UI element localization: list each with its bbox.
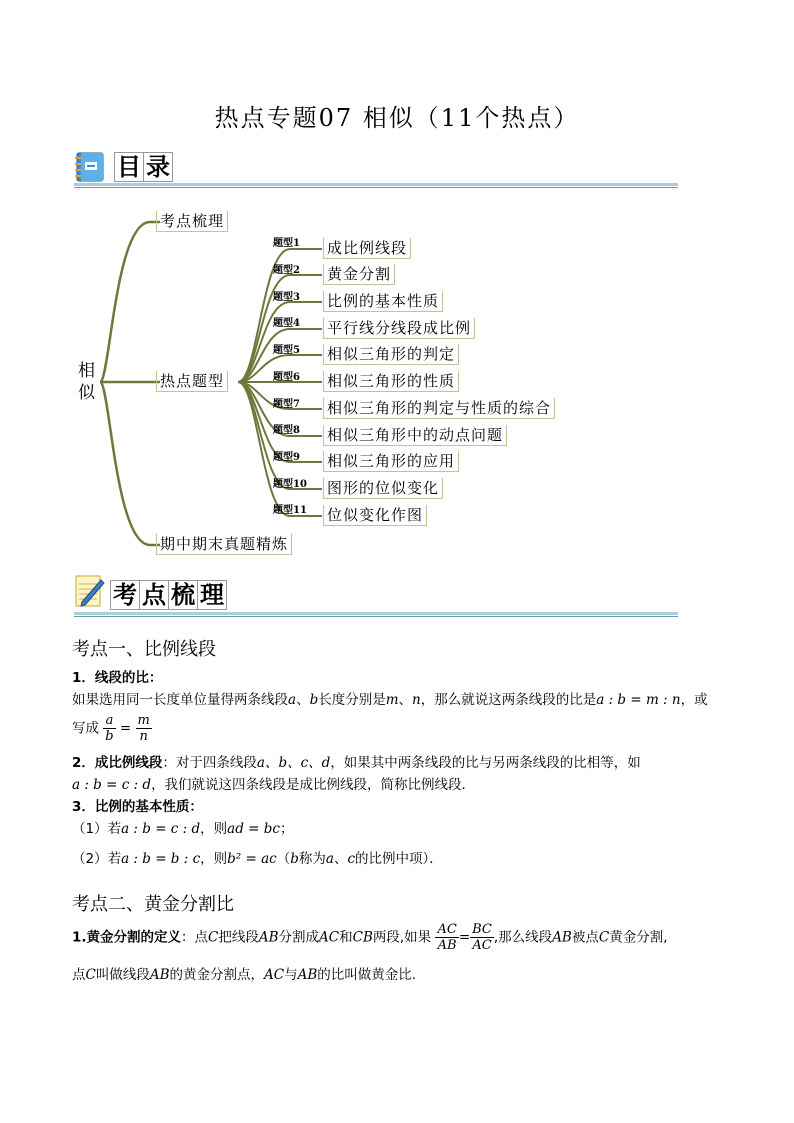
page-title: 热点专题07 相似（11个热点） xyxy=(214,104,580,132)
k1-s1-fraction: 写成 $\frac{a}{b}$ = $\frac{m}{n}$ xyxy=(72,713,150,744)
topic-item[interactable]: 平行线分线段成比例 xyxy=(323,318,475,339)
k1-s3-heading: 3．比例的基本性质： xyxy=(72,799,203,815)
topic-item[interactable]: 相似三角形的判定 xyxy=(323,344,459,365)
branch-zhenti[interactable]: 期中期末真题精炼 xyxy=(156,534,292,555)
toc-heading-char: 目 xyxy=(114,152,144,182)
k1-s3-item1: （1）若a : b = c : d，则ad = bc； xyxy=(72,821,294,837)
branch-kaodian[interactable]: 考点梳理 xyxy=(156,211,228,232)
k2-definition: 1.黄金分割的定义：点C把线段AB分割成AC和CB两段,如果 $\frac{AC}{AB}$ = $\frac{BC}{AC}$ ,那么线段AB被点C黄金分割, xyxy=(72,922,668,953)
topic-item[interactable]: 图形的位似变化 xyxy=(323,478,443,499)
topic-item[interactable]: 相似三角形的性质 xyxy=(323,371,459,392)
topic-tag: 题型7 xyxy=(273,399,300,410)
topic-item[interactable]: 相似三角形的应用 xyxy=(323,451,459,472)
topic-tag: 题型4 xyxy=(273,318,300,329)
topic-tag: 题型1 xyxy=(273,238,300,249)
kaodian-heading-char: 理 xyxy=(197,580,227,610)
topic-item[interactable]: 位似变化作图 xyxy=(323,505,427,526)
kaodian-heading-char: 梳 xyxy=(168,580,198,610)
k1-s1-heading: 1．线段的比： xyxy=(72,670,163,686)
topic-tag: 题型9 xyxy=(273,452,300,463)
topic-item[interactable]: 成比例线段 xyxy=(323,238,411,259)
topic-item[interactable]: 黄金分割 xyxy=(323,264,395,285)
k1-s3-item2: （2）若a : b = b : c，则b² = ac（b称为a、c的比例中项）． xyxy=(72,851,443,867)
kaodian-heading-char: 考 xyxy=(110,580,140,610)
k1-s2-text: 2．成比例线段：对于四条线段a、b、c、d，如果其中两条线段的比与另两条线段的比相等，如 xyxy=(72,755,641,771)
k1-s2-text-cont: a : b = c : d，我们就说这四条线段是成比例线段，简称比例线段． xyxy=(72,777,476,793)
topic-item[interactable]: 相似三角形中的动点问题 xyxy=(323,425,507,446)
topic-tag: 题型5 xyxy=(273,345,300,356)
topic-tag: 题型3 xyxy=(273,292,300,303)
topic-item[interactable]: 比例的基本性质 xyxy=(323,291,443,312)
topic-tag: 题型10 xyxy=(273,479,307,490)
topic-tag: 题型6 xyxy=(273,372,300,383)
kaodian-heading-char: 点 xyxy=(139,580,169,610)
toc-heading-char: 录 xyxy=(143,152,173,182)
k1-title: 考点一、比例线段 xyxy=(72,639,216,660)
topic-tag: 题型8 xyxy=(273,425,300,436)
kaodian-section-header xyxy=(74,572,684,608)
topic-item[interactable]: 相似三角形的判定与性质的综合 xyxy=(323,398,555,419)
k2-definition-cont: 点C叫做线段AB的黄金分割点，AC与AB的比叫做黄金比. xyxy=(72,967,417,983)
notepad-pencil-icon xyxy=(74,572,106,610)
branch-redian[interactable]: 热点题型 xyxy=(156,371,228,392)
topic-tag: 题型2 xyxy=(273,265,300,276)
k1-s1-text: 如果选用同一长度单位量得两条线段a、b长度分别是m、n，那么就说这两条线段的比是a : b = m : n，或 xyxy=(72,692,708,708)
mind-map-root: 相似 xyxy=(78,361,95,403)
k2-title: 考点二、黄金分割比 xyxy=(72,894,234,915)
topic-tag: 题型11 xyxy=(273,505,307,516)
